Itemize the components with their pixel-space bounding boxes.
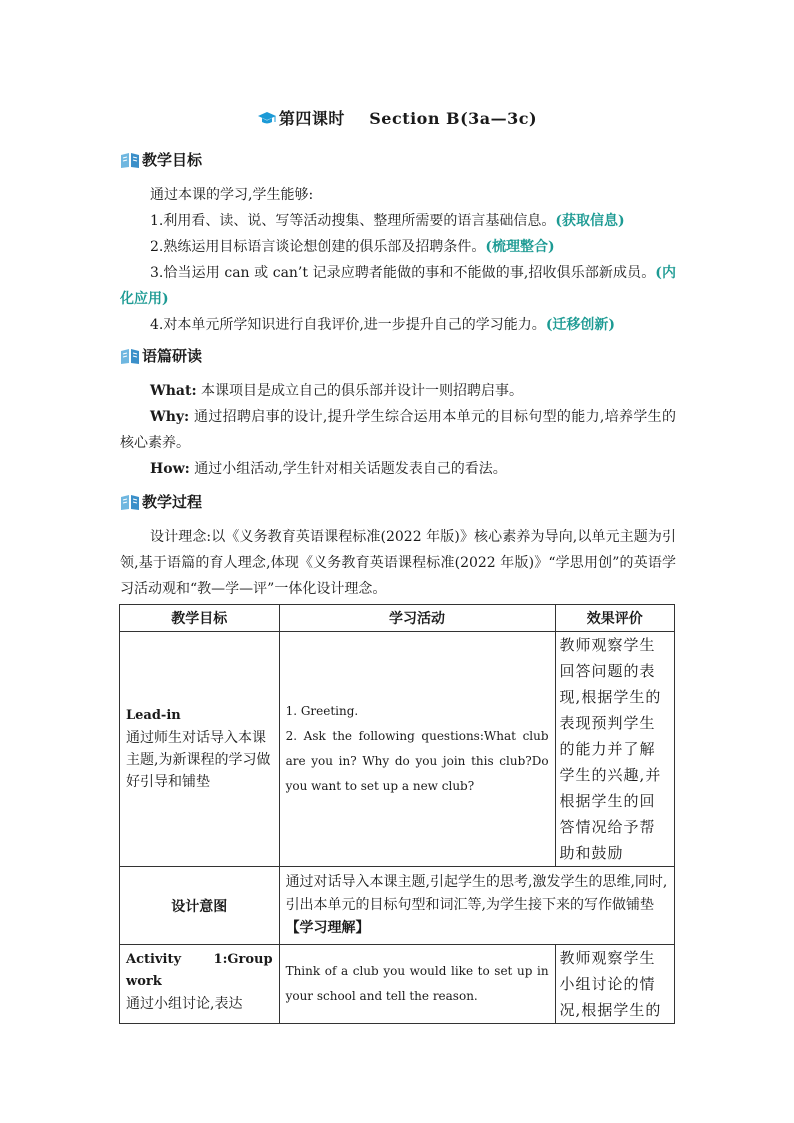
goal-item-3-tag: (内化应用) xyxy=(120,265,676,307)
reading-what xyxy=(120,378,676,404)
lesson-title-zh: 第四课时 xyxy=(278,109,345,128)
goal-item-2 xyxy=(120,234,676,260)
reading-how xyxy=(120,456,676,482)
row1-activity-cell xyxy=(279,632,555,867)
reading-why xyxy=(120,404,676,456)
reading-what-text: 本课项目是成立自己的俱乐部并设计一则招聘启事。 xyxy=(196,383,524,399)
goal-item-2-text: 2.熟练运用目标语言谈论想创建的俱乐部及招聘条件。 xyxy=(150,239,486,255)
reading-why-label: Why: xyxy=(150,409,190,425)
row1-goal-cell xyxy=(120,632,280,867)
lesson-process-table xyxy=(119,604,675,1024)
row2-activity-cell: Think of a club you would like to set up in your school and tell the reason. xyxy=(279,945,555,1024)
row1-activity-1: 1. Greeting. xyxy=(285,704,359,718)
row1-goal-zh: 通过师生对话导入本课主题,为新课程的学习做好引导和铺垫 xyxy=(126,730,271,790)
goal-item-4-tag: (迁移创新) xyxy=(545,317,616,333)
row1-goal-en: Lead-in xyxy=(126,708,181,723)
section-heading-goals-text: 教学目标 xyxy=(142,151,203,169)
table-header-row xyxy=(120,605,675,632)
row1-evaluation-cell: 教师观察学生回答问题的表现,根据学生的表现预判学生的能力并了解学生的兴趣,并根据学生的回答情况给予帮助和鼓励 xyxy=(555,632,674,867)
table-header-evaluation: 效果评价 xyxy=(555,605,674,632)
table-row xyxy=(120,867,675,945)
goal-item-4-text: 4.对本单元所学知识进行自我评价,进一步提升自己的学习能力。 xyxy=(150,317,546,333)
goal-item-1 xyxy=(120,208,676,234)
book-icon xyxy=(120,493,140,511)
reading-how-label: How: xyxy=(150,461,190,477)
section-heading-process xyxy=(120,491,202,512)
goal-item-2-tag: (梳理整合) xyxy=(485,239,555,255)
design-intent-text: 通过对话导入本课主题,引起学生的思考,激发学生的思维,同时,引出本单元的目标句型和词汇等,为学生接下来的写作做铺垫 xyxy=(285,874,668,913)
design-intent-label: 设计意图 xyxy=(120,867,280,945)
section-heading-reading xyxy=(120,345,202,366)
design-intent-cell xyxy=(279,867,674,945)
goal-item-1-tag: (获取信息) xyxy=(555,213,625,229)
table-row xyxy=(120,945,675,1024)
row2-evaluation-cell: 教师观察学生小组讨论的情况,根据学生的 xyxy=(555,945,674,1024)
table-header-activity: 学习活动 xyxy=(279,605,555,632)
row2-goal-zh: 通过小组讨论,表达 xyxy=(126,996,243,1012)
goal-item-3 xyxy=(120,260,676,312)
goal-item-3-text: 3.恰当运用 can 或 can’t 记录应聘者能做的事和不能做的事,招收俱乐部新成员。 xyxy=(150,265,656,281)
goals-intro: 通过本课的学习,学生能够: xyxy=(150,187,314,203)
section-heading-goals xyxy=(120,149,202,170)
goal-item-4 xyxy=(120,312,676,338)
book-icon xyxy=(120,151,140,169)
process-concept: 设计理念:以《义务教育英语课程标准(2022 年版)》核心素养为导向,以单元主题为引领,基于语篇的育人理念,体现《义务教育英语课程标准(2022 年版)》“学思用创”的英语学习活动观和“教—学—评”一体化设计理念。 xyxy=(120,529,676,597)
lesson-title xyxy=(0,106,794,129)
goal-item-1-text: 1.利用看、读、说、写等活动搜集、整理所需要的语言基础信息。 xyxy=(150,213,556,229)
table-header-goal: 教学目标 xyxy=(120,605,280,632)
reading-what-label: What: xyxy=(150,383,197,399)
reading-how-text: 通过小组活动,学生针对相关话题发表自己的看法。 xyxy=(189,461,507,477)
graduation-cap-icon xyxy=(257,111,277,125)
lesson-title-en: Section B(3a—3c) xyxy=(369,109,538,128)
row1-activity-2: 2. Ask the following questions:What club are you in? Why do you join this club?Do you want to set up a new club? xyxy=(285,729,549,793)
row2-goal-cell xyxy=(120,945,280,1024)
section-heading-reading-text: 语篇研读 xyxy=(142,347,203,365)
book-icon xyxy=(120,347,140,365)
reading-why-text: 通过招聘启事的设计,提升学生综合运用本单元的目标句型的能力,培养学生的核心素养。 xyxy=(120,409,676,451)
section-heading-process-text: 教学过程 xyxy=(142,493,203,511)
design-intent-tag: 【学习理解】 xyxy=(285,920,370,936)
row2-goal-en: Activity 1:Group work xyxy=(126,952,273,989)
table-row xyxy=(120,632,675,867)
